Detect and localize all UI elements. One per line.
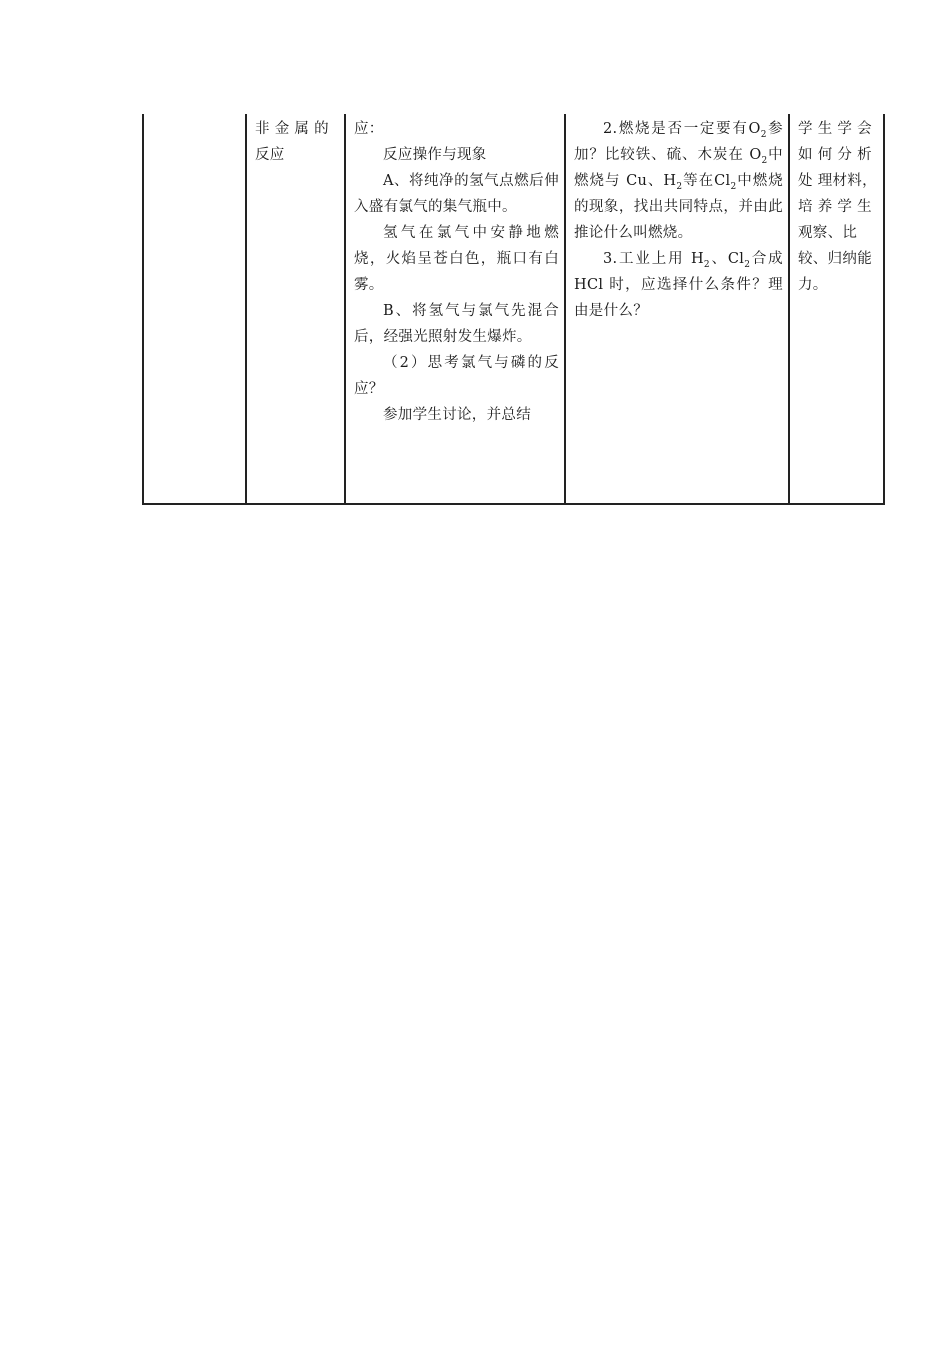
question-3: 3.工业上用 $H_2$、$Cl_2$合成 HCl 时，应选择什么条件？理由是什么？ — [574, 251, 783, 319]
topic-cell — [246, 114, 345, 504]
activity-line: 反应操作与现象 — [383, 147, 487, 163]
activity-line: （2）思考氯气与磷的反应？ — [354, 355, 559, 397]
activity-cell — [345, 114, 565, 504]
lesson-plan-table — [142, 114, 885, 505]
topic-text: 非 金 属 的反应 — [255, 121, 329, 163]
table-row — [143, 114, 884, 504]
question-2: 2.燃烧是否一定要有$O_2$参加？比较铁、硫、木炭在 $O_2$中燃烧与 Cu、$H_2$等在$Cl_2$中燃烧的现象，找出共同特点，并由此推论什么叫燃烧。 — [574, 121, 784, 241]
purpose-text: 学 生 学 会 如 何 分 析 处 理材料，培 养 学 生观察、比较、归纳能力。 — [798, 121, 877, 293]
activity-line: 氢气在氯气中安静地燃烧，火焰呈苍白色，瓶口有白雾。 — [354, 225, 559, 293]
activity-line: A、将纯净的氢气点燃后伸入盛有氯气的集气瓶中。 — [354, 173, 559, 215]
activity-line: 参加学生讨论，并总结 — [383, 407, 531, 423]
activity-line: 应： — [354, 121, 384, 137]
question-cell — [565, 114, 789, 504]
activity-line: B、将氢气与氯气先混合后，经强光照射发生爆炸。 — [354, 303, 559, 345]
blank-cell — [143, 114, 246, 504]
purpose-cell — [789, 114, 884, 504]
